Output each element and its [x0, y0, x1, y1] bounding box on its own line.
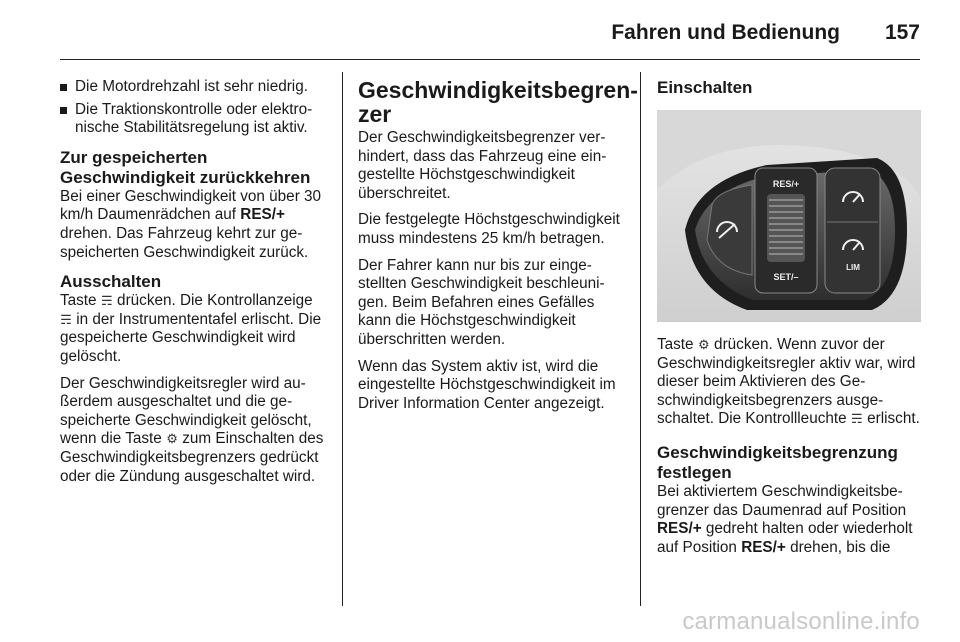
text-run: drücken. Wenn zuvor der Geschwindigkeitsregler aktiv war, wird dieser beim Aktivieren des Geschwindigkeitsbegrenzers ausgeschaltet. Die Kontrollleuchte	[657, 336, 916, 428]
footer-watermark: carmanualsonline.info	[682, 608, 920, 635]
speed-limiter-icon: ⚙	[697, 337, 710, 352]
limiter-paragraph-1: Der Geschwindigkeitsbegrenzer verhindert, dass das Fahrzeug eine eingestellte Höchstgeschwindigkeit überschreitet.	[358, 129, 607, 202]
text-run: Taste	[657, 336, 698, 353]
text-run: drehen. Das Fahrzeug kehrt zur gespeicherten Geschwindigkeit zurück.	[60, 224, 309, 261]
lim-label: LIM	[846, 263, 860, 272]
page-header	[60, 20, 920, 60]
limiter-paragraph-2: Die festgelegte Höchstgeschwindigkeit muss mindestens 25 km/h betragen.	[358, 211, 620, 247]
text-run: drehen, bis die	[785, 538, 891, 556]
column-1	[60, 78, 328, 494]
text-run: Taste	[60, 292, 101, 310]
text-run: gedreht halten oder wiederholt auf Position	[657, 520, 913, 556]
section-heading-limiter: Geschwindigkeitsbegrenzer	[358, 77, 638, 127]
text-run: Bei aktiviertem Geschwindigkeitsbegrenzer das Daumenrad auf Position	[657, 482, 907, 519]
text-run: erlischt.	[862, 410, 920, 428]
text-run: Der Geschwindigkeitsregler wird außerdem ausgeschaltet und die gespeicherte Geschwindigkeit gelöscht, wenn die Taste	[60, 374, 312, 448]
cruise-indicator-icon: ☴	[60, 311, 72, 327]
text-run: zum Einschalten des Geschwindigkeitsbegrenzers gedrückt oder die Zündung ausgeschaltet wird.	[60, 430, 324, 485]
section-heading-on: Einschalten	[657, 78, 753, 97]
limiter-paragraph-3: Der Fahrer kann nur bis zur eingestellten Geschwindigkeit beschleunigen. Beim Befahren eines Gefälles kann die Höchstgeschwindigkeit überschritten werden.	[358, 256, 605, 348]
column-2	[358, 77, 638, 421]
section-heading-set-limit: Geschwindigkeitsbegrenzung festlegen	[657, 442, 898, 482]
bold-label: RES/+	[240, 206, 285, 224]
resume-paragraph	[60, 188, 328, 262]
speed-limiter-icon: ⚙	[166, 431, 178, 447]
res-label: RES/+	[772, 179, 800, 189]
section-heading-resume: Zur gespeicherten Geschwindigkeit zurückkehren	[60, 147, 311, 187]
column-3	[657, 78, 922, 565]
text-run: in der Instrumententafel erlischt. Die gespeicherte Geschwindigkeit wird gelöscht.	[60, 310, 322, 365]
text-run: Bei einer Geschwindigkeit von über 30 km/h Daumenrädchen auf	[60, 187, 322, 224]
cruise-indicator-icon: ☴	[100, 293, 113, 309]
off-paragraph-1	[60, 292, 328, 366]
page-title: Fahren und Bedienung	[611, 21, 840, 44]
header-divider	[60, 59, 920, 60]
bullet-item: Die Traktionskontrolle oder elektronische Stabilitätsregelung ist aktiv.	[60, 101, 328, 138]
bullet-list	[60, 78, 328, 138]
bullet-item: Die Motordrehzahl ist sehr niedrig.	[60, 78, 328, 97]
set-limit-paragraph	[657, 483, 922, 557]
steering-wheel-controls-illustration	[657, 110, 921, 322]
cruise-indicator-icon: ☴	[851, 411, 863, 427]
section-heading-off: Ausschalten	[60, 272, 162, 292]
text-run: drücken. Die Kontrollanzeige	[112, 292, 313, 310]
bold-label: RES/+	[741, 538, 786, 556]
on-paragraph	[657, 336, 922, 429]
limiter-paragraph-4: Wenn das System aktiv ist, wird die eingestellte Höchstgeschwindigkeit im Driver Information Center angezeigt.	[358, 357, 616, 412]
column-divider-1	[342, 72, 343, 606]
off-paragraph-2	[60, 375, 328, 487]
page-number: 157	[884, 21, 920, 44]
set-label: SET/–	[773, 272, 799, 282]
column-divider-2	[640, 72, 641, 606]
bold-label: RES/+	[657, 520, 702, 538]
